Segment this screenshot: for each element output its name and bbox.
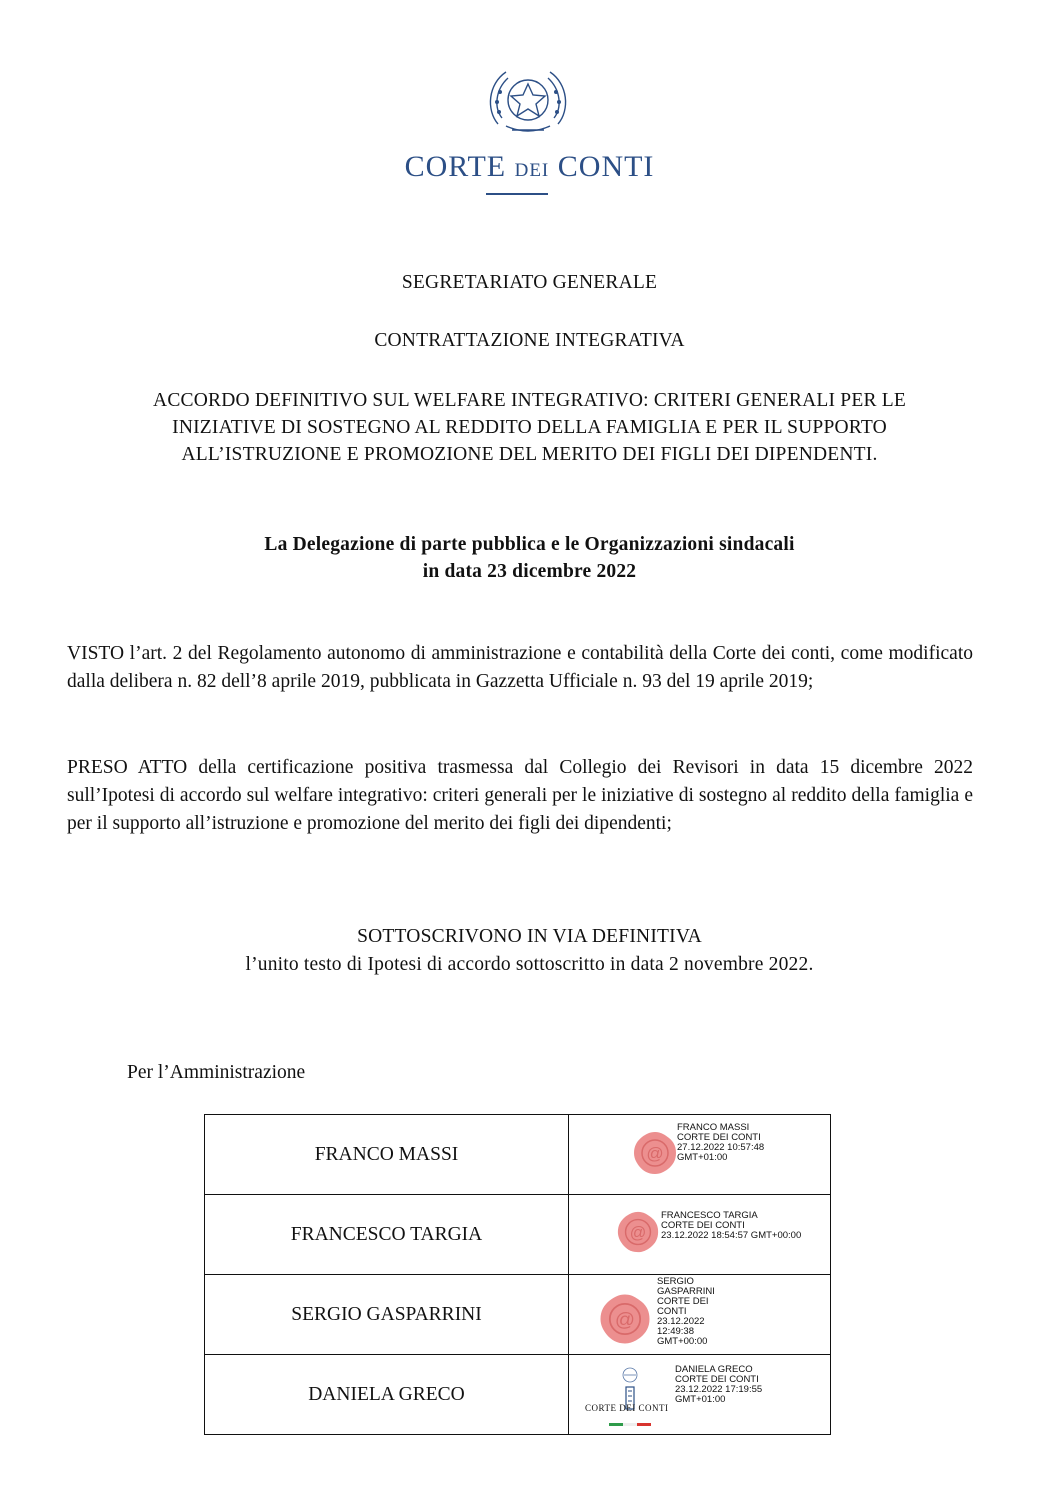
agreement-title-line: INIZIATIVE DI SOSTEGNO AL REDDITO DELLA FAMIGLIA E PER IL SUPPORTO bbox=[172, 417, 887, 438]
digital-signature-seal-icon bbox=[615, 1209, 661, 1255]
digital-signature-seal-icon bbox=[631, 1129, 679, 1177]
digital-signature-stamp bbox=[569, 1115, 830, 1194]
signatory-name: FRANCESCO TARGIA bbox=[205, 1195, 569, 1274]
signature-row bbox=[205, 1115, 830, 1195]
org-name-part3: CONTI bbox=[557, 150, 655, 183]
svg-text:@: @ bbox=[629, 1223, 647, 1242]
delegation-date: in data 23 dicembre 2022 bbox=[422, 561, 637, 582]
agreement-title bbox=[0, 387, 1059, 468]
preso-atto-paragraph: PRESO ATTO della certificazione positiva trasmessa dal Collegio dei Revisori in data 15 dicembre 2022 sull’Ipotesi di accordo sul welfare integrativo: criteri generali per le iniziative di sostegno al reddito della famiglia e per il supporto all’istruzione e promozione del merito dei figli dei dipendenti; bbox=[67, 757, 973, 834]
sottoscrivono-heading: SOTTOSCRIVONO IN VIA DEFINITIVA bbox=[357, 926, 702, 947]
signatory-name: FRANCO MASSI bbox=[205, 1115, 569, 1194]
org-name-part1: CORTE bbox=[404, 150, 507, 183]
visto-paragraph: VISTO l’art. 2 del Regolamento autonomo di amministrazione e contabilità della Corte dei conti, come modificato dalla delibera n. 82 dell’8 aprile 2019, pubblicata in Gazzetta Ufficiale n. 93 del 19 aprile 2019; bbox=[67, 643, 973, 692]
signature-row bbox=[205, 1355, 830, 1435]
svg-text:@: @ bbox=[614, 1309, 636, 1331]
digital-signature-seal-icon bbox=[597, 1291, 653, 1347]
corte-dei-conti-logo-icon bbox=[589, 1363, 671, 1429]
signature-row bbox=[205, 1275, 830, 1355]
digital-signature-stamp bbox=[569, 1355, 830, 1435]
delegation-heading bbox=[0, 531, 1059, 585]
signatory-name: SERGIO GASPARRINI bbox=[205, 1275, 569, 1354]
digital-signature-stamp bbox=[569, 1195, 830, 1274]
contracting-title: CONTRATTAZIONE INTEGRATIVA bbox=[374, 330, 685, 351]
delegation-line: La Delegazione di parte pubblica e le Organizzazioni sindacali bbox=[264, 534, 795, 555]
logo-text: CORTE DEI CONTI bbox=[585, 1403, 669, 1413]
signatory-name: DANIELA GRECO bbox=[205, 1355, 569, 1435]
digital-signature-stamp bbox=[569, 1275, 830, 1354]
secretariat-title: SEGRETARIATO GENERALE bbox=[401, 272, 658, 293]
signature-row bbox=[205, 1195, 830, 1275]
agreement-title-line: ACCORDO DEFINITIVO SUL WELFARE INTEGRATIVO: CRITERI GENERALI PER LE bbox=[153, 390, 906, 411]
agreement-title-line: ALL’ISTRUZIONE E PROMOZIONE DEL MERITO DEI FIGLI DEI DIPENDENTI. bbox=[181, 444, 878, 465]
stamp-text: FRANCESCO TARGIA CORTE DEI CONTI 23.12.2022 18:54:57 GMT+00:00 bbox=[661, 1210, 802, 1241]
per-amministrazione-label: Per l’Amministrazione bbox=[127, 1062, 306, 1083]
header-divider bbox=[486, 193, 548, 195]
signature-table bbox=[204, 1114, 831, 1435]
sottoscrivono-block bbox=[0, 923, 1059, 979]
organization-name bbox=[0, 150, 1059, 184]
emblem-icon bbox=[478, 62, 578, 144]
stamp-text: DANIELA GRECO CORTE DEI CONTI 23.12.2022 17:19:55 GMT+01:00 bbox=[675, 1364, 763, 1405]
stamp-text: FRANCO MASSI CORTE DEI CONTI 27.12.2022 10:57:48 GMT+01:00 bbox=[677, 1122, 765, 1163]
unito-testo-line: l’unito testo di Ipotesi di accordo sottoscritto in data 2 novembre 2022. bbox=[245, 954, 814, 975]
stamp-text: SERGIO GASPARRINI CORTE DEI CONTI 23.12.2022 12:49:38 GMT+00:00 bbox=[657, 1276, 715, 1347]
svg-text:@: @ bbox=[646, 1144, 664, 1163]
org-name-part2: DEI bbox=[514, 160, 550, 181]
